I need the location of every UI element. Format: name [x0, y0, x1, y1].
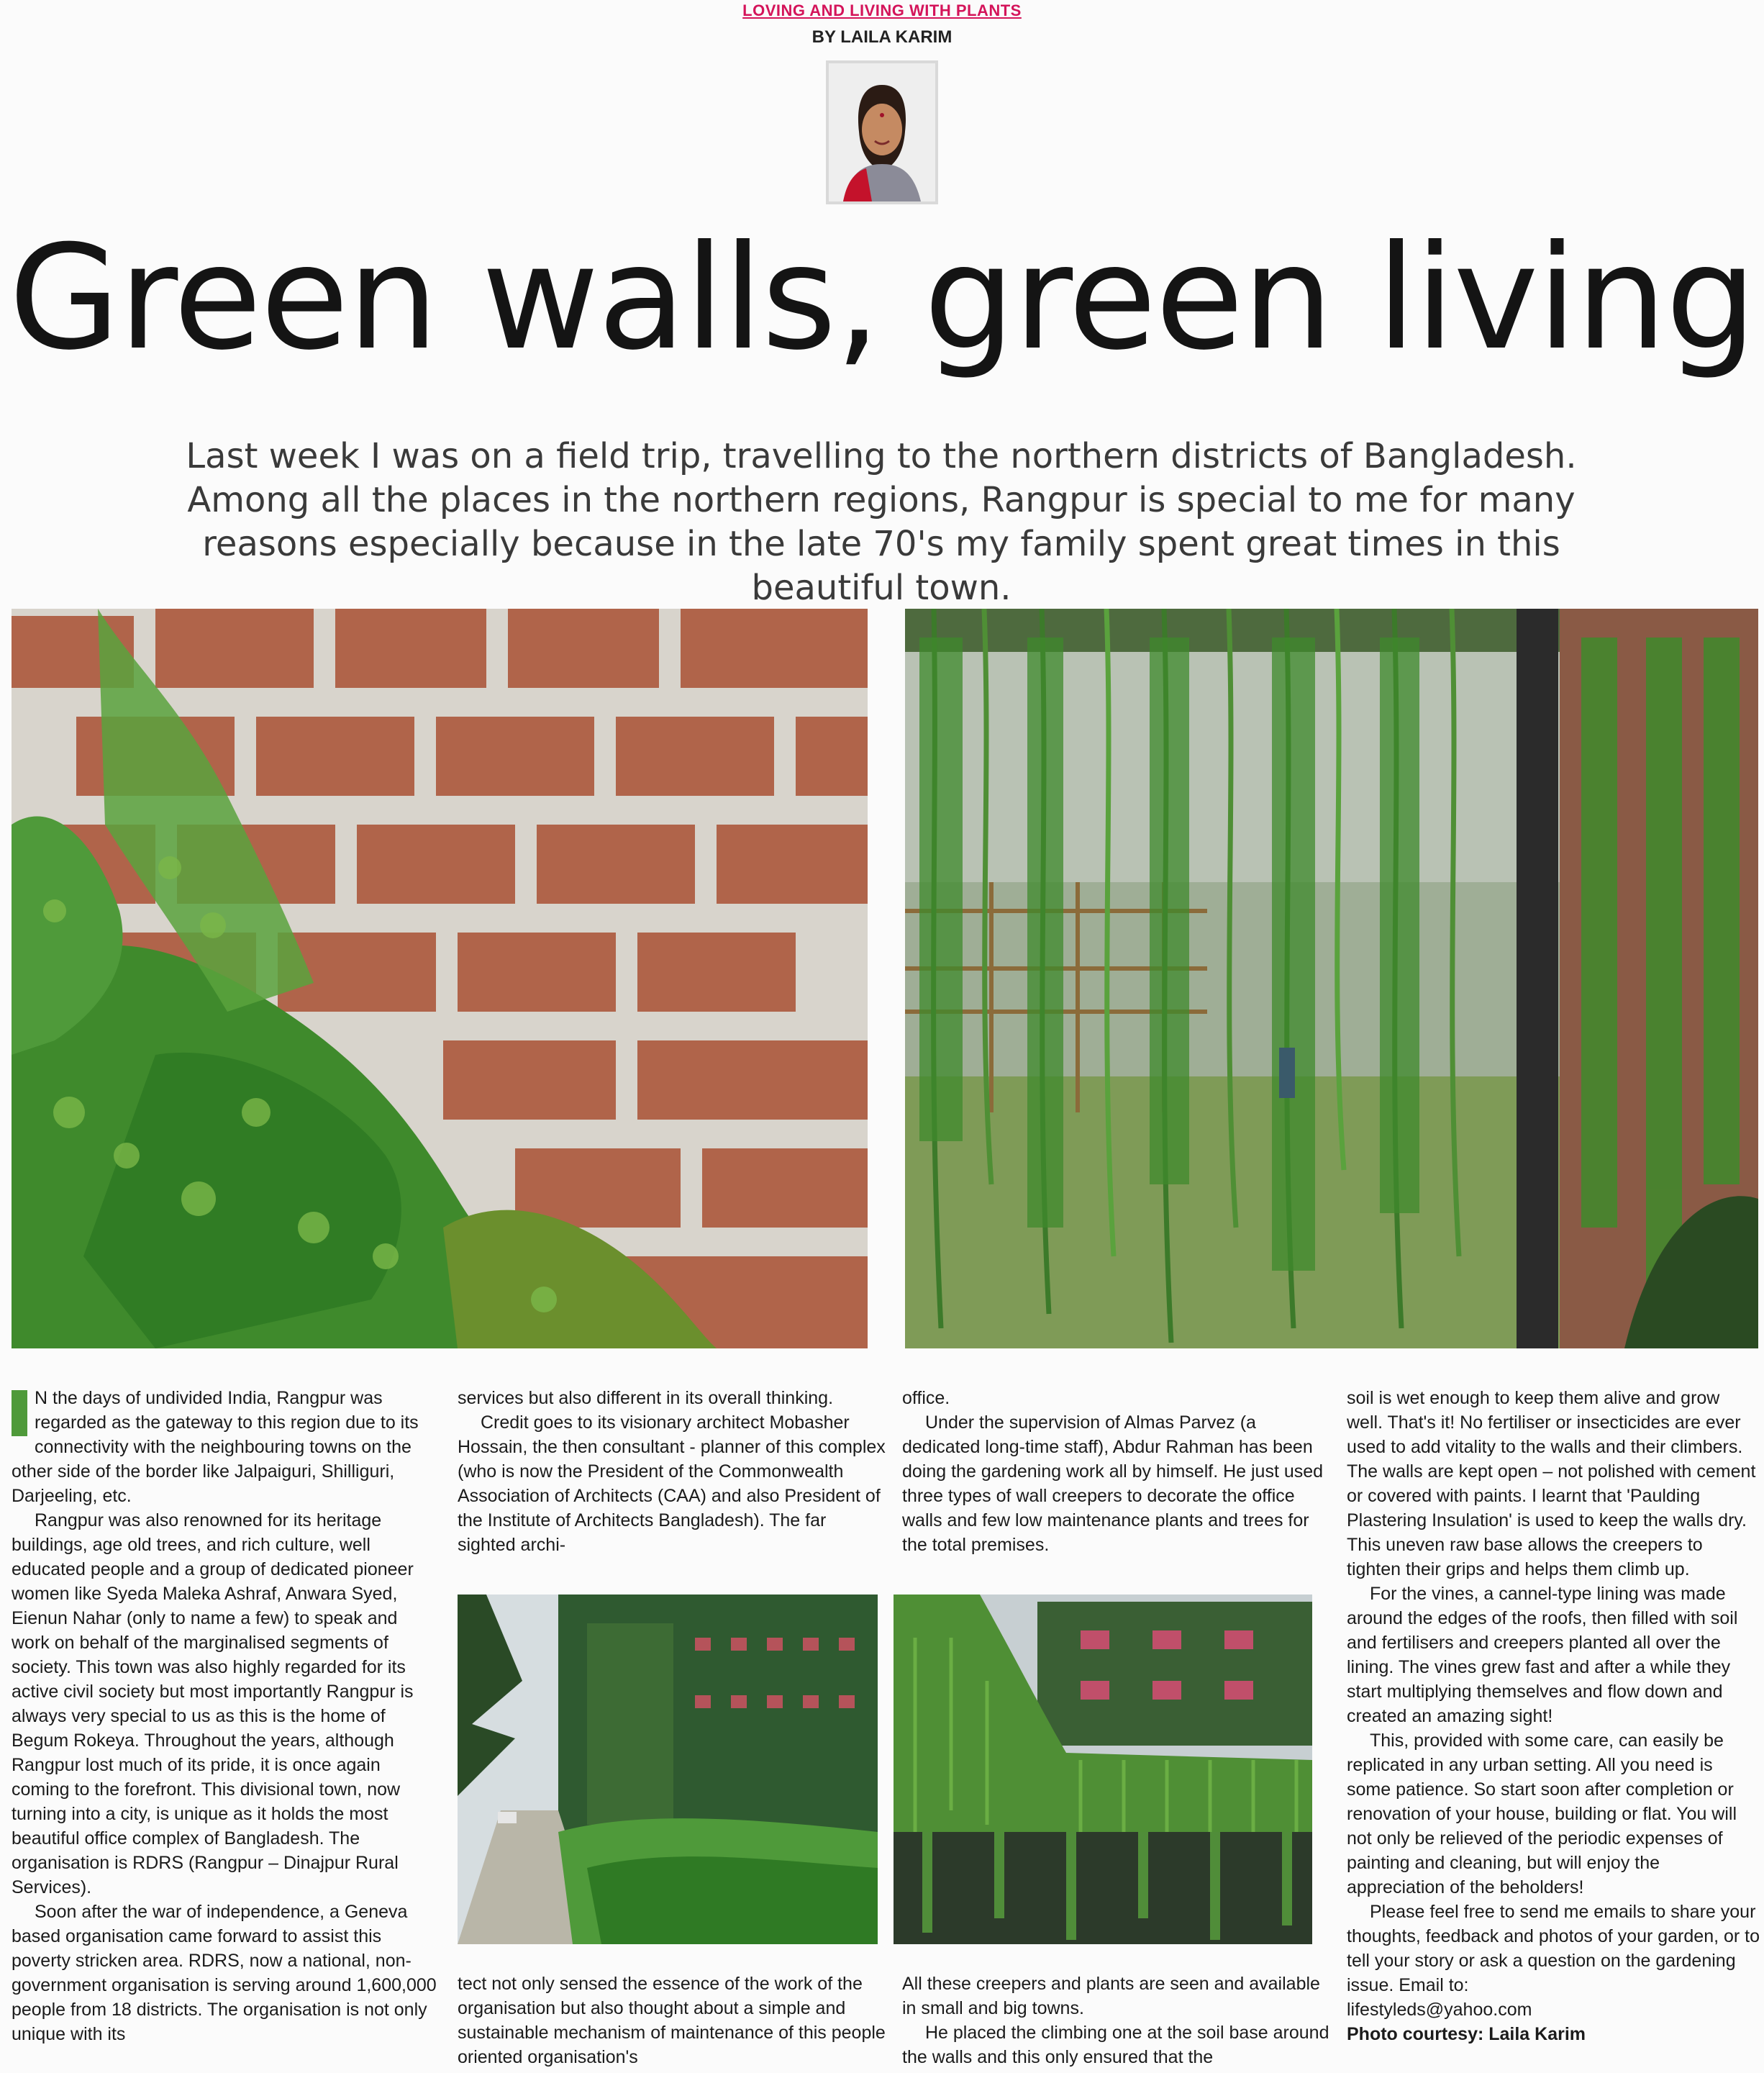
column-1-paragraph-1-text: N the days of undivided India, Rangpur was regarded as the gateway to this region due to its connectivity with the neighbouring towns on the other side of the border like Jalpaiguri, Shilliguri, Darjeeling, etc.: [12, 1388, 419, 1506]
column-3-paragraph-2: Under the supervision of Almas Parvez (a dedicated long-time staff), Abdur Rahman has been doing the gardening work all by himself. He just used three types of wall creepers to decorate the office walls and few low maintenance plants and trees for the total premises.: [902, 1412, 1324, 1555]
contact-email[interactable]: lifestyleds@yahoo.com: [1347, 2000, 1532, 2020]
section-kicker: LOVING AND LIVING WITH PLANTS: [742, 1, 1022, 19]
column-1-paragraph-1: [12, 1386, 440, 1508]
column-4-paragraph-3: This, provided with some care, can easily be replicated in any urban setting. All you need is some patience. So start soon after completion or renovation of your house, building or flat. You will not only be relieved of the periodic expenses of painting and cleaning, but will enjoy the appreciation of the beholders!: [1347, 1730, 1737, 1897]
drop-cap: [12, 1390, 27, 1436]
article-column-1: [12, 1386, 440, 2046]
vine-covered-building-image: [894, 1595, 1312, 1944]
article-column-2-bottom: [458, 1972, 886, 2069]
column-1-paragraph-3: Soon after the war of independence, a Geneva based organisation came forward to assist this poverty stricken area. RDRS, now a national, non-government organisation is serving around 1,600,000 people from 18 districts. The organisation is not only unique with its: [12, 1902, 437, 2044]
column-4-paragraph-2: For the vines, a cannel-type lining was made around the edges of the roofs, then filled with soil and fertilisers and creepers planted all over the lining. The vines grew fast and after a while they start multiplying themselves and flow down and created an amazing sight!: [1347, 1584, 1738, 1726]
column-3-paragraph-1: office.: [902, 1388, 950, 1408]
building-walkway-image: [458, 1595, 878, 1944]
hanging-vines-image: [905, 609, 1758, 1348]
article-headline: Green walls, green living: [9, 214, 1755, 382]
column-2-paragraph-1: services but also different in its overall thinking.: [458, 1388, 834, 1408]
photo-credit: Photo courtesy: Laila Karim: [1347, 2024, 1586, 2044]
photo-brick-wall-creeper: [12, 609, 868, 1348]
column-4-paragraph-4: Please feel free to send me emails to share your thoughts, feedback and photos of your garden, or to tell your story or ask a question on the gardening issue. Email to:: [1347, 1902, 1760, 1995]
column-4-paragraph-1: soil is wet enough to keep them alive and grow well. That's it! No fertiliser or insecticides are ever used to add vitality to the walls and their climbers. The walls are kept open – not polished with cement or covered with paints. I learnt that 'Paulding Plastering Insulation' is used to keep the walls dry. This uneven raw base allows the creepers to tighten their grips and helps them climb up.: [1347, 1388, 1756, 1579]
author-byline: BY LAILA KARIM: [811, 27, 953, 47]
article-column-4: [1347, 1386, 1760, 2046]
photo-building-walkway: [458, 1595, 878, 1944]
photo-vine-covered-building: [894, 1595, 1312, 1944]
column-3-paragraph-3: All these creepers and plants are seen and available in small and big towns.: [902, 1974, 1320, 2018]
photo-hanging-vines: [905, 609, 1758, 1348]
column-3-paragraph-4: He placed the climbing one at the soil base around the walls and this only ensured that the: [902, 2023, 1329, 2067]
brick-wall-creeper-image: [12, 609, 868, 1348]
column-2-paragraph-3: tect not only sensed the essence of the work of the organisation but also thought about a simple and sustainable mechanism of maintenance of this people oriented organisation's: [458, 1974, 886, 2067]
column-1-paragraph-2: Rangpur was also renowned for its heritage buildings, age old trees, and rich culture, well educated people and a group of dedicated pioneer women like Syeda Maleka Ashraf, Anwara Syed, Eienun Nahar (only to name a few) to speak and work on behalf of the marginalised segments of society. This town was also highly regarded for its active civil society but most importantly Rangpur is always very special to us as this is the home of Begum Rokeya. Throughout the years, although Rangpur lost much of its pride, it is once again coming to the forefront. This divisional town, now turning into a city, is unique as it holds the most beautiful office complex of Bangladesh. The organisation is RDRS (Rangpur – Dinajpur Rural Services).: [12, 1510, 414, 1897]
author-portrait-image: [829, 63, 935, 201]
article-column-3-top: [902, 1386, 1331, 1557]
article-column-3-bottom: [902, 1972, 1331, 2069]
article-intro: Last week I was on a field trip, travelling to the northern districts of Bangladesh. Among all the places in the northern regions, Rangpur is special to me for many reasons especially because in the late 70's my family spent great times in this beautiful town.: [186, 436, 1577, 608]
column-2-paragraph-2: Credit goes to its visionary architect Mobasher Hossain, the then consultant - planner of this complex (who is now the President of the Commonwealth Association of Architects (CAA) and also President of the Institute of Architects Bangladesh). The far sighted archi-: [458, 1412, 886, 1555]
author-portrait: [826, 60, 938, 204]
article-column-2-top: [458, 1386, 886, 1557]
